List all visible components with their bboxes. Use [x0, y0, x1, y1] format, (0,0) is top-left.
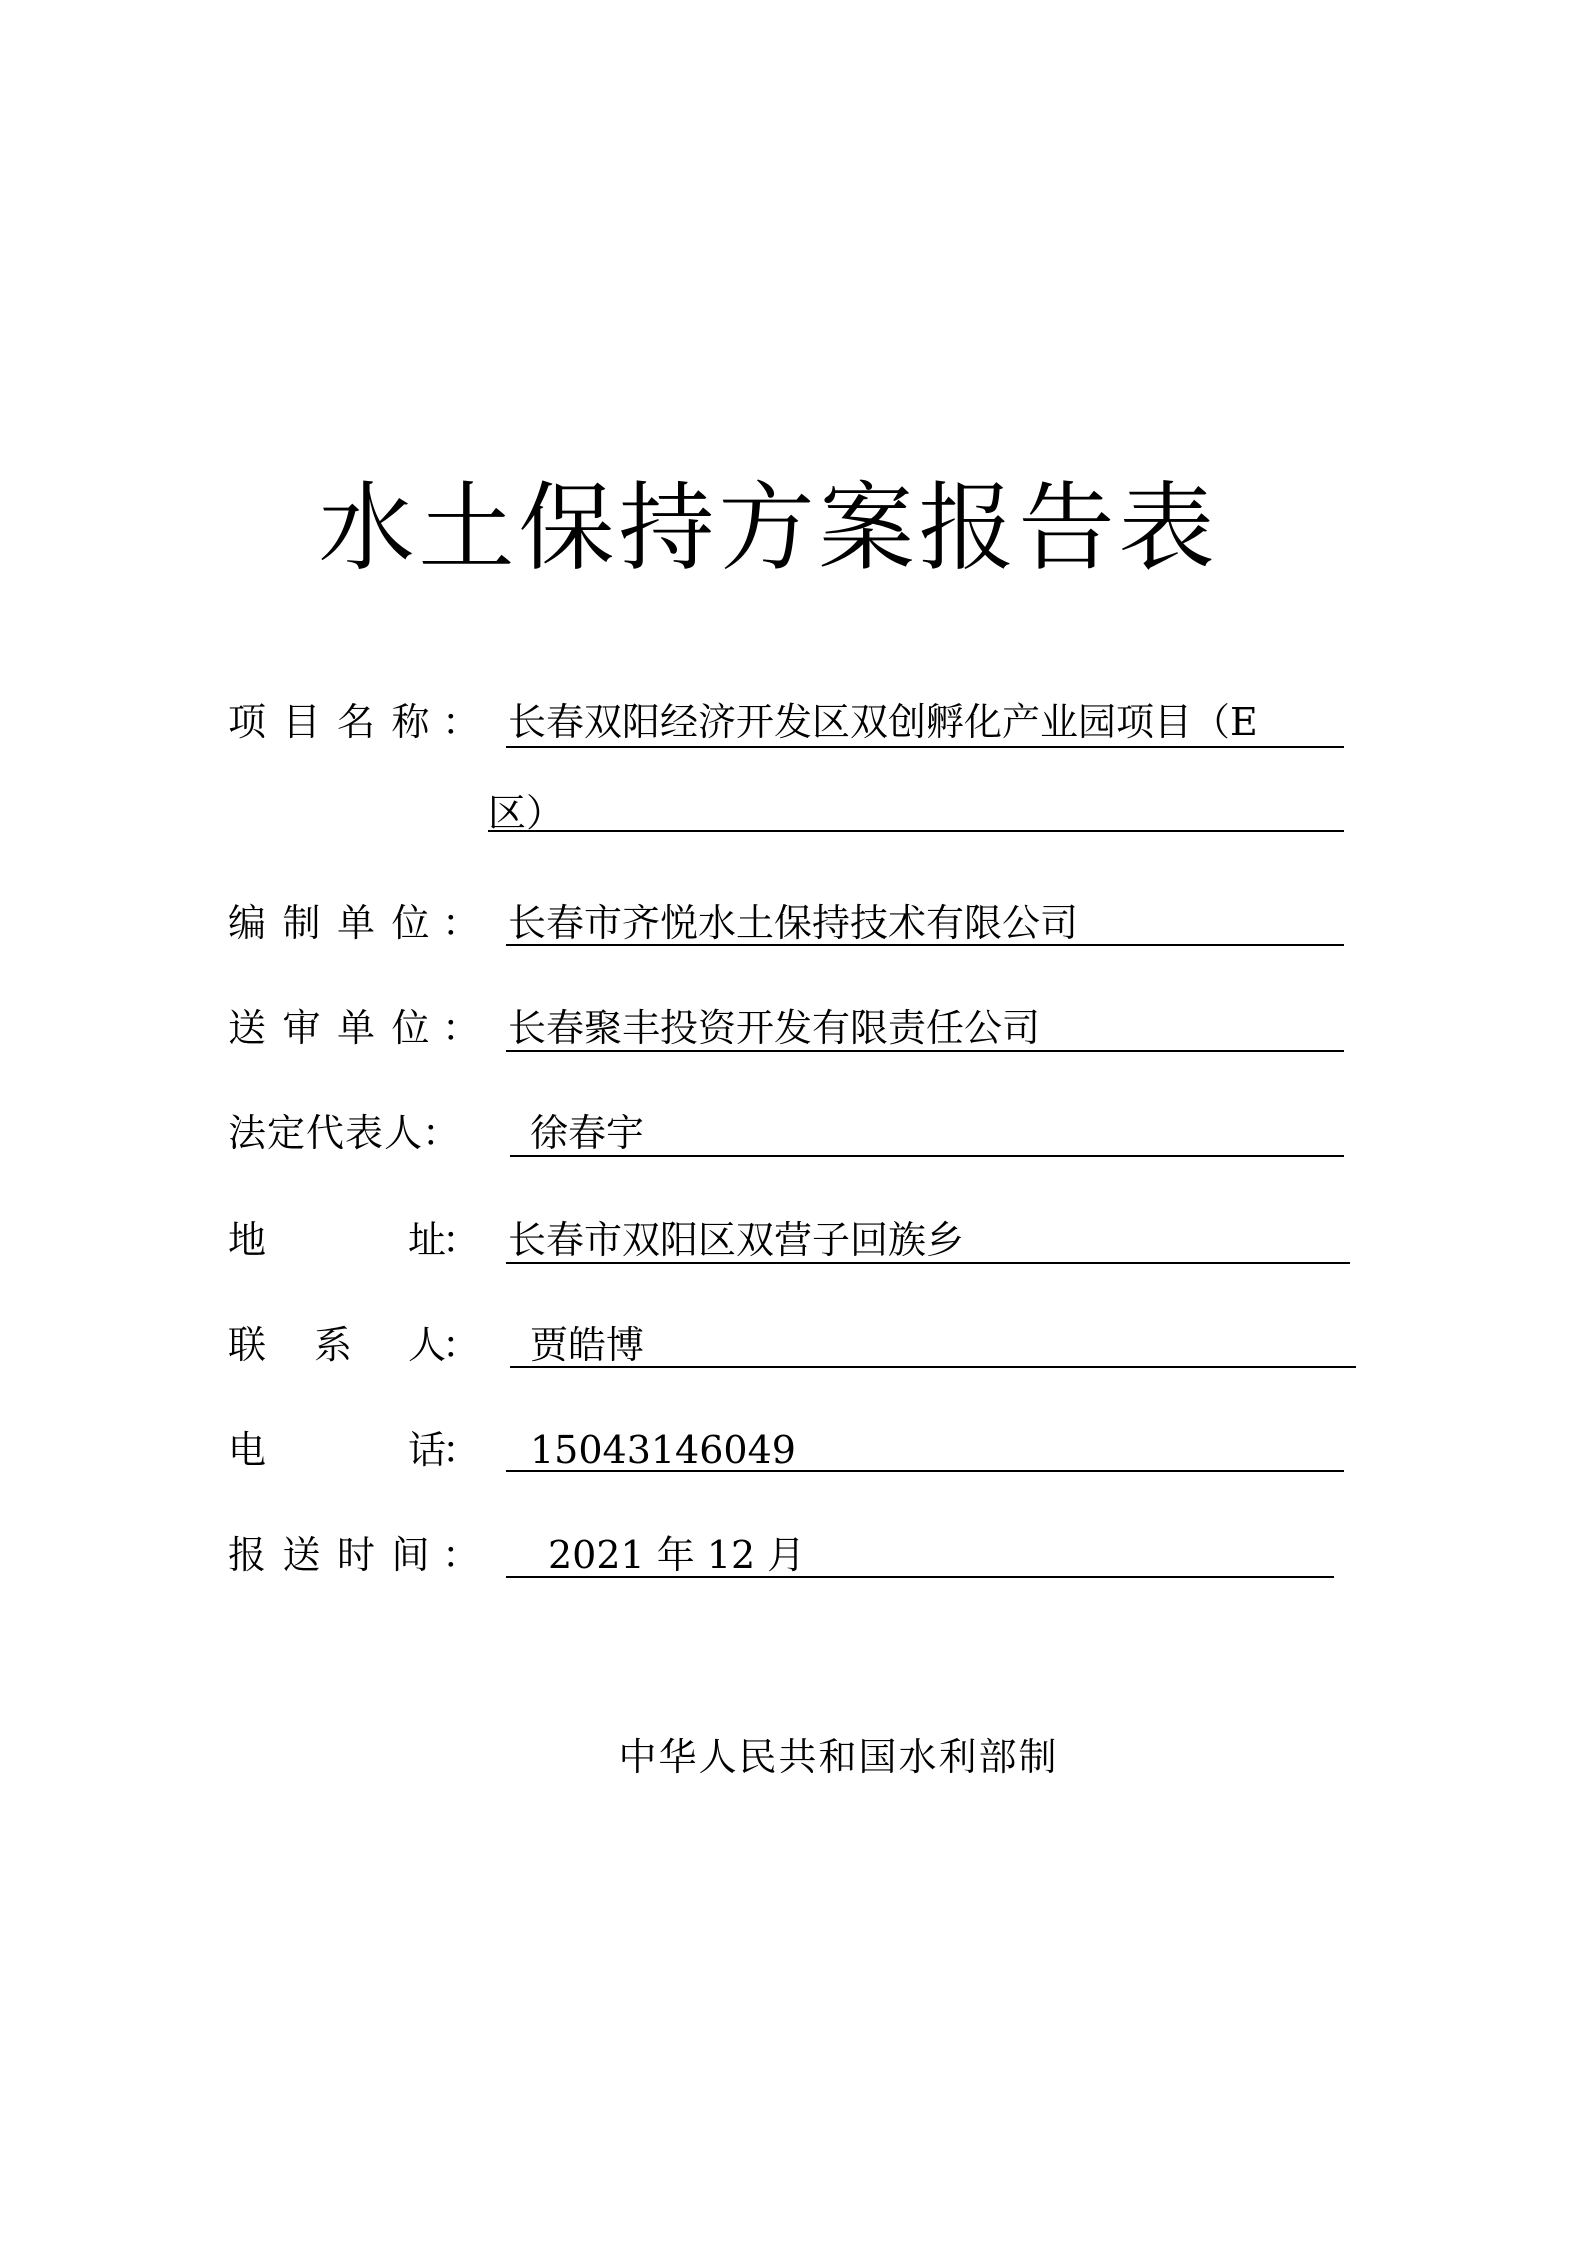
label-char: 定: [266, 1111, 305, 1155]
label-char: 位: [391, 1006, 430, 1050]
date-value: 2021 年 12 月: [548, 1533, 806, 1577]
label-colon: ：: [441, 1533, 480, 1577]
phone-value: 15043146049: [530, 1428, 796, 1472]
label-char: 表: [344, 1111, 383, 1155]
label-colon: ：: [441, 901, 480, 945]
label-char: 制: [282, 901, 321, 945]
legal-rep-label: [228, 1108, 460, 1158]
label-char: 送: [282, 1533, 321, 1577]
label-char: 话: [407, 1428, 446, 1472]
label-char: 人：: [383, 1111, 460, 1155]
address-underline: [506, 1262, 1350, 1264]
project-name-value-line1: 长春双阳经济开发区双创孵化产业园项目（E: [508, 700, 1258, 744]
contact-label: [228, 1320, 480, 1370]
project-name-value-line2: 区）: [488, 791, 565, 835]
submitter-value: 长春聚丰投资开发有限责任公司: [508, 1006, 1041, 1050]
label-char: 代: [305, 1111, 344, 1155]
submitter-label: [228, 1003, 480, 1053]
submitter-underline: [506, 1050, 1344, 1052]
phone-label: [228, 1425, 480, 1475]
label-colon: ：: [441, 700, 480, 744]
project-name-underline-2: [488, 830, 1344, 832]
label-char: 联: [228, 1323, 267, 1367]
label-char: 项: [228, 700, 267, 744]
legal-rep-underline: [510, 1155, 1344, 1157]
label-char: 人: [407, 1323, 446, 1367]
address-label: [228, 1215, 480, 1265]
date-label: [228, 1530, 480, 1580]
label-colon: ：: [441, 1428, 480, 1472]
project-name-label: [228, 697, 480, 747]
label-char: 名: [336, 700, 375, 744]
label-char: 审: [282, 1006, 321, 1050]
label-colon: ：: [441, 1218, 480, 1262]
label-char: 位: [391, 901, 430, 945]
report-title: 水土保持方案报告表: [318, 472, 1219, 584]
label-char: 目: [282, 700, 321, 744]
label-colon: ：: [441, 1006, 480, 1050]
compiler-label: [228, 898, 480, 948]
compiler-value: 长春市齐悦水土保持技术有限公司: [508, 901, 1079, 945]
label-char: 单: [336, 1006, 375, 1050]
label-char: 地: [228, 1218, 267, 1262]
label-char: 送: [228, 1006, 267, 1050]
issuer-footer: 中华人民共和国水利部制: [618, 1735, 1059, 1779]
contact-underline: [510, 1366, 1356, 1368]
project-name-underline-1: [506, 746, 1344, 748]
legal-rep-value: 徐春宇: [530, 1111, 645, 1155]
label-char: 间: [391, 1533, 430, 1577]
address-value: 长春市双阳区双营子回族乡: [508, 1218, 965, 1262]
label-char: 法: [228, 1111, 267, 1155]
date-underline: [506, 1576, 1334, 1578]
label-char: 址: [407, 1218, 446, 1262]
label-char: 称: [391, 700, 430, 744]
label-colon: ：: [441, 1323, 480, 1367]
label-char: 编: [228, 901, 267, 945]
label-char: 单: [336, 901, 375, 945]
label-char: 电: [228, 1428, 267, 1472]
label-char: 系: [314, 1323, 353, 1367]
label-char: 报: [228, 1533, 267, 1577]
contact-value: 贾皓博: [530, 1323, 645, 1367]
label-char: 时: [336, 1533, 375, 1577]
phone-underline: [506, 1470, 1344, 1472]
compiler-underline: [506, 944, 1344, 946]
